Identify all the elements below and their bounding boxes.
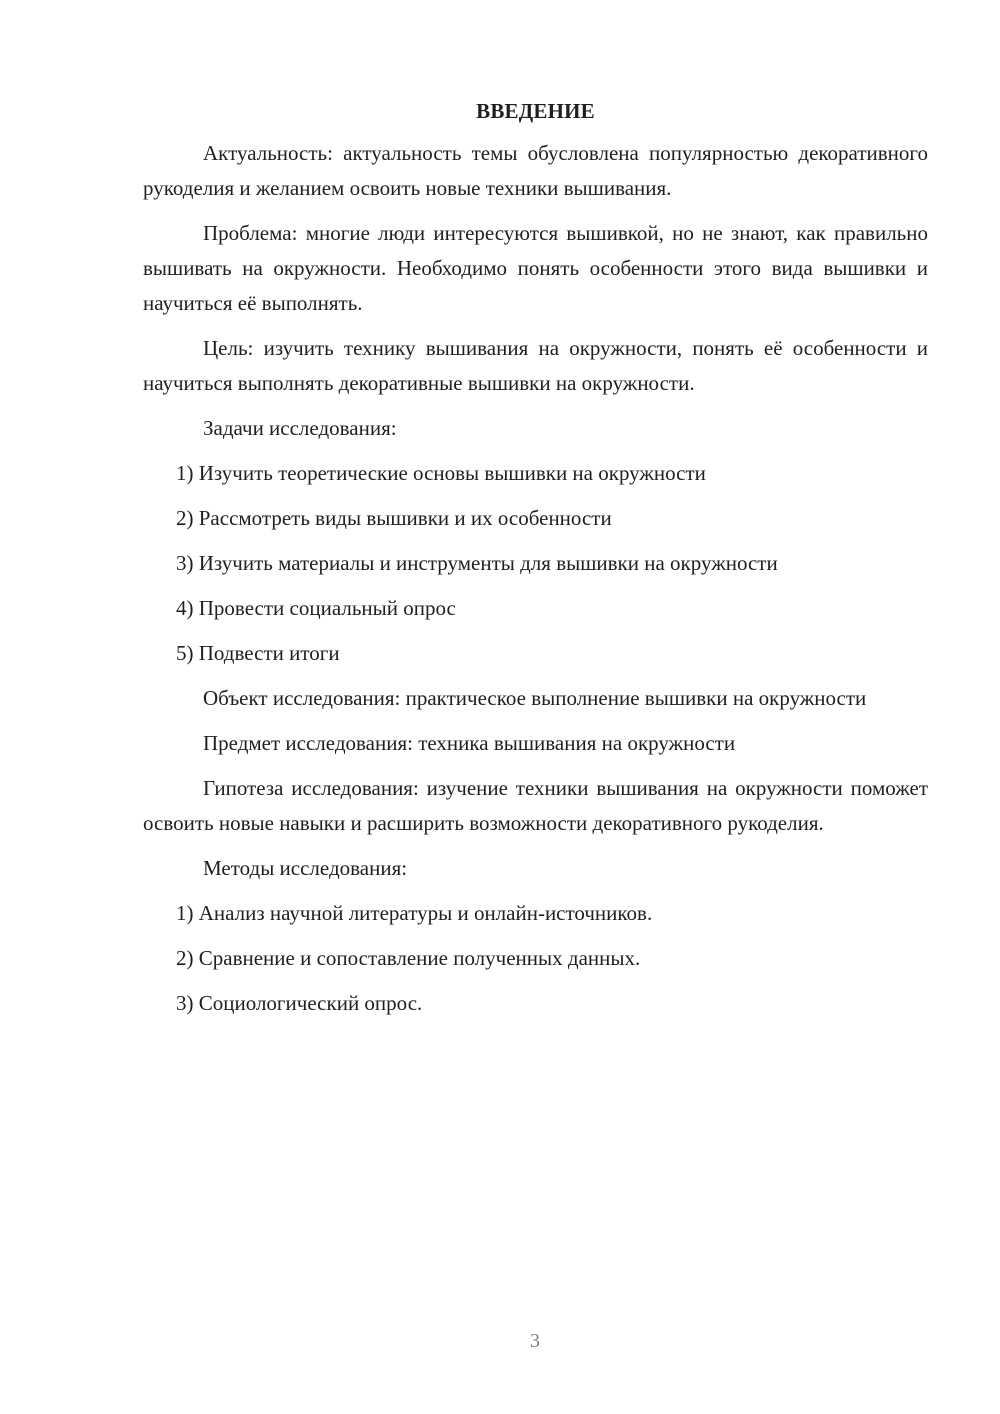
method-item: 1) Анализ научной литературы и онлайн-источников. bbox=[176, 901, 653, 925]
method-item: 3) Социологический опрос. bbox=[176, 991, 423, 1015]
paragraph-subject: Предмет исследования: техника вышивания на окружности bbox=[203, 731, 736, 755]
tasks-title: Задачи исследования: bbox=[203, 416, 397, 440]
method-item: 2) Сравнение и сопоставление полученных данных. bbox=[176, 946, 641, 970]
task-item: 3) Изучить материалы и инструменты для вышивки на окружности bbox=[176, 551, 778, 575]
paragraph-hypothesis: Гипотеза исследования: изучение техники вышивания на окружности поможет освоить новые навыки и расширить возможности декоративного рукоделия. bbox=[143, 776, 928, 835]
methods-title: Методы исследования: bbox=[203, 856, 408, 880]
task-item: 4) Провести социальный опрос bbox=[176, 596, 456, 620]
paragraph-problem: Проблема: многие люди интересуются вышивкой, но не знают, как правильно вышивать на окружности. Необходимо понять особенности этого вида вышивки и научиться её выполнять. bbox=[143, 221, 928, 315]
page-number: 3 bbox=[530, 1330, 540, 1352]
paragraph-object: Объект исследования: практическое выполнение вышивки на окружности bbox=[203, 686, 867, 710]
paragraph-relevance: Актуальность: актуальность темы обусловлена популярностью декоративного рукоделия и желанием освоить новые техники вышивания. bbox=[143, 141, 928, 200]
page-content bbox=[143, 94, 928, 1031]
page-title: ВВЕДЕНИЕ bbox=[476, 99, 595, 123]
task-item: 2) Рассмотреть виды вышивки и их особенности bbox=[176, 506, 612, 530]
paragraph-goal: Цель: изучить технику вышивания на окружности, понять её особенности и научиться выполнять декоративные вышивки на окружности. bbox=[143, 336, 928, 395]
task-item: 1) Изучить теоретические основы вышивки на окружности bbox=[176, 461, 706, 485]
task-item: 5) Подвести итоги bbox=[176, 641, 340, 665]
